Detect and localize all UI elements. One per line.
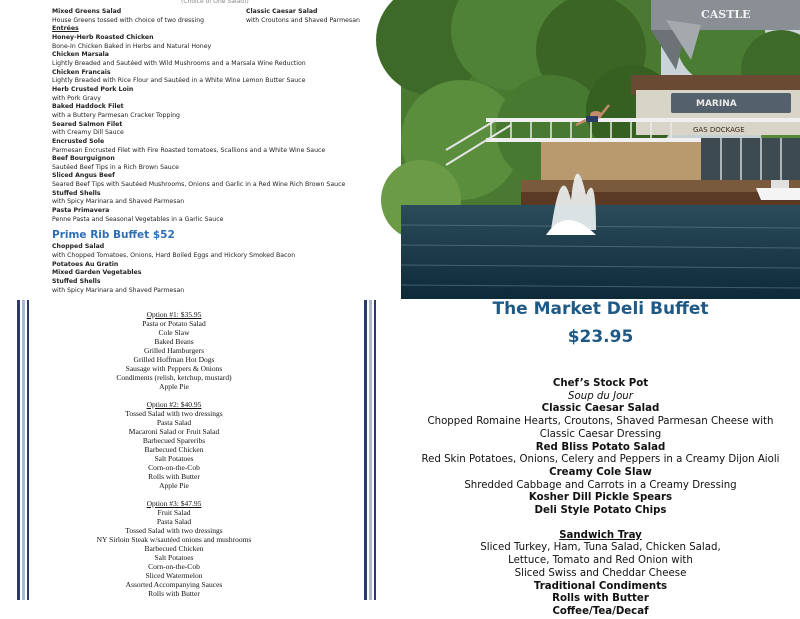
menu-line: Cole Slaw [158, 328, 190, 337]
border-bar [374, 300, 376, 600]
menu-line: Seared Beef Tips with Sautéed Mushrooms, Onions and Garlic in a Red Wine Rich Brown Sauce [52, 181, 346, 189]
menu-line: Coffee/Tea/Decaf [552, 605, 649, 617]
spacer [401, 518, 800, 530]
menu-line: Barbecued Chicken [144, 544, 204, 553]
svg-text:CASTLE: CASTLE [701, 8, 751, 21]
menu-line: Option #1: $35.95 [146, 310, 202, 319]
menu-line: with a Buttery Parmesan Cracker Topping [52, 111, 180, 119]
menu-line: Pasta Salad [156, 517, 192, 526]
menu-line: with Croutons and Shaved Parmesan [246, 16, 360, 24]
menu-line: Option #2: $40.95 [146, 400, 202, 409]
menu-line: Red Bliss Potato Salad [535, 441, 666, 453]
menu-line: Stuffed Shells [52, 189, 101, 197]
menu-line: Rolls with Butter [552, 593, 649, 605]
menu-line: Classic Caesar Dressing [539, 428, 662, 440]
menu-line: Corn-on-the-Cob [148, 562, 200, 571]
menu-line: Kosher Dill Pickle Spears [528, 492, 673, 504]
options-menu-panel [0, 300, 400, 600]
menu-line: Grilled Hoffman Hot Dogs [133, 355, 215, 364]
border-bar [364, 300, 367, 600]
svg-text:GAS DOCKAGE: GAS DOCKAGE [693, 126, 745, 134]
menu-line: with Creamy Dill Sauce [52, 129, 124, 137]
menu-line: Entrées [52, 25, 79, 33]
menu-line: Rolls with Butter [148, 589, 200, 598]
menu-line: Mixed Garden Vegetables [52, 269, 142, 277]
menu-line: with Chopped Tomatoes, Onions, Hard Boiled Eggs and Hickory Smoked Bacon [52, 252, 296, 260]
menu-line: Chopped Romaine Hearts, Croutons, Shaved Parmesan Cheese with [427, 416, 774, 428]
salad-choice-note: (Choice of One Salad)) [181, 0, 249, 5]
menu-line: Deli Style Potato Chips [534, 505, 667, 517]
menu-line: Barbecued Chicken [144, 445, 204, 454]
menu-line: Lightly Breaded with Rice Flour and Sautéed in a White Wine Lemon Butter Sauce [52, 77, 306, 85]
menu-line: Apple Pie [159, 382, 189, 391]
entrees-menu-panel [0, 0, 400, 300]
marina-photo [401, 0, 800, 299]
menu-line: Classic Caesar Salad [246, 8, 318, 15]
menu-line: Tossed Salad with two dressings [125, 526, 223, 535]
menu-line: Seared Salmon Filet [52, 120, 123, 128]
deli-buffet-price: $23.95 [567, 327, 634, 347]
menu-line: Penne Pasta and Seasonal Vegetables in a Garlic Sauce [52, 215, 224, 223]
menu-line: Fruit Salad [157, 508, 191, 517]
deli-buffet-items [401, 378, 800, 619]
menu-line: Sliced Swiss and Cheddar Cheese [514, 567, 687, 579]
menu-line: Shredded Cabbage and Carrots in a Creamy Dressing [464, 479, 737, 491]
menu-line: Barbecued Spareribs [142, 436, 206, 445]
menu-line: Chicken Marsala [52, 51, 109, 59]
svg-text:MARINA: MARINA [696, 99, 737, 109]
menu-line: Chicken Francais [52, 68, 111, 76]
menu-line: Salt Potatoes [154, 553, 194, 562]
menu-line: Honey-Herb Roasted Chicken [52, 33, 154, 41]
menu-line: Pasta Primavera [52, 207, 110, 215]
menu-line: Chopped Salad [52, 243, 105, 251]
menu-line: Herb Crusted Pork Loin [52, 85, 134, 93]
menu-line: Sliced Watermelon [145, 571, 203, 580]
menu-line: Macaroni Salad or Fruit Salad [128, 427, 220, 436]
menu-line: Lettuce, Tomato and Red Onion with [508, 555, 693, 567]
menu-line: with Spicy Marinara and Shaved Parmesan [52, 286, 185, 294]
menu-line: Encrusted Sole [52, 137, 105, 145]
menu-line: Sliced Angus Beef [52, 172, 115, 180]
border-bar [369, 300, 372, 600]
menu-line: Salt Potatoes [154, 454, 194, 463]
menu-line: House Greens tossed with choice of two dressing [52, 16, 205, 24]
menu-line: Pasta Salad [156, 418, 192, 427]
menu-line: NY Sirloin Steak w/sautéed onions and mushrooms [96, 535, 252, 544]
menu-line: with Spicy Marinara and Shaved Parmesan [52, 198, 185, 206]
menu-line: Baked Beans [154, 337, 194, 346]
menu-line: Traditional Condiments [533, 580, 668, 592]
menu-line: Soup du Jour [568, 390, 633, 402]
menu-line: Assorted Accompanying Sauces [125, 580, 223, 589]
options-list [60, 310, 288, 598]
menu-line: Beef Bourguignon [52, 155, 115, 163]
menu-line: Bone-In Chicken Baked in Herbs and Natural Honey [52, 42, 212, 50]
menu-line: Potatoes Au Gratin [52, 260, 119, 268]
border-bar [17, 300, 20, 600]
menu-line: Chef’s Stock Pot [552, 378, 649, 389]
menu-line: Pasta or Potato Salad [142, 319, 206, 328]
deli-buffet-panel [401, 299, 800, 617]
menu-line: Prime Rib Buffet $52 [52, 229, 175, 242]
menu-line: Parmesan Encrusted Filet with Fire Roasted tomatoes, Scallions and a White Wine Sauce [52, 146, 326, 154]
menu-line: Corn-on-the-Cob [148, 463, 200, 472]
menu-line: Sautéed Beef Tips in a Rich Brown Sauce [52, 163, 179, 171]
menu-line: Tossed Salad with two dressings [125, 409, 223, 418]
menu-line: Condiments (relish, ketchup, mustard) [116, 373, 232, 382]
entrees-menu-left-column [52, 8, 392, 295]
deli-buffet-title: The Market Deli Buffet [492, 299, 709, 319]
menu-line: Lightly Breaded and Sautéed with Wild Mushrooms and a Marsala Wine Reduction [52, 59, 306, 67]
menu-line: Sliced Turkey, Ham, Tuna Salad, Chicken Salad, [480, 542, 721, 554]
menu-line: Option #3: $47.95 [146, 499, 202, 508]
menu-line: Creamy Cole Slaw [549, 466, 652, 478]
menu-line: Apple Pie [159, 481, 189, 490]
menu-line: Rolls with Butter [148, 472, 200, 481]
border-bar [27, 300, 29, 600]
menu-line: Sandwich Tray [559, 529, 642, 541]
menu-line: Baked Haddock Filet [52, 103, 124, 111]
menu-line: Grilled Hamburgers [143, 346, 205, 355]
menu-line: Stuffed Shells [52, 278, 101, 286]
menu-line: Sausage with Peppers & Onions [125, 364, 223, 373]
marina-scene-illustration [401, 0, 800, 299]
menu-line: Mixed Greens Salad [52, 8, 122, 15]
menu-line: Red Skin Potatoes, Onions, Celery and Peppers in a Creamy Dijon Aioli [421, 454, 780, 466]
border-bar [22, 300, 25, 600]
menu-line: Classic Caesar Salad [541, 403, 660, 415]
menu-line: with Pork Gravy [52, 94, 101, 102]
